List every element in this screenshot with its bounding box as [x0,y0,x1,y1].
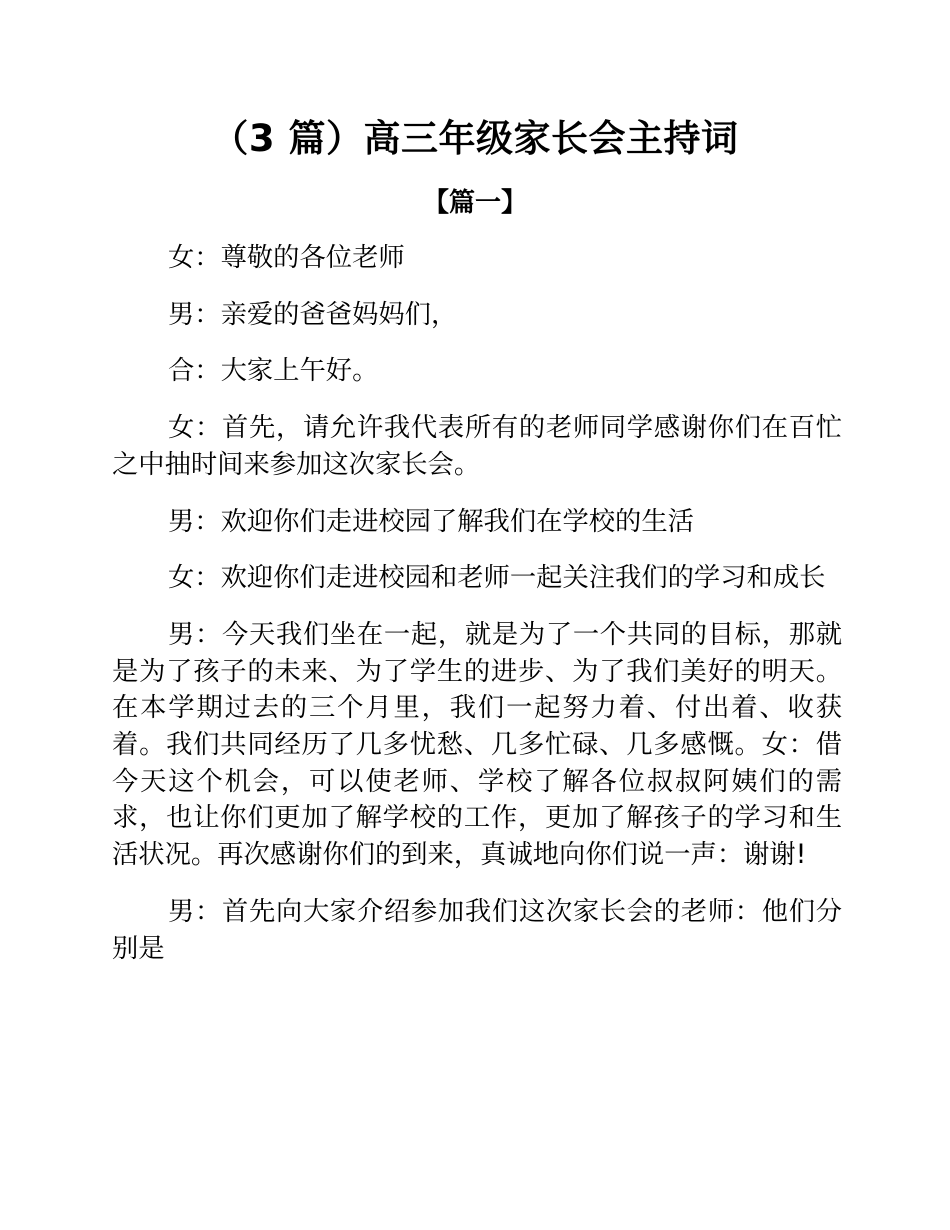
paragraph: 女：首先，请允许我代表所有的老师同学感谢你们在百忙之中抽时间来参加这次家长会。 [112,413,842,480]
paragraph: 女：欢迎你们走进校园和老师一起关注我们的学习和成长 [168,563,826,594]
paragraph: 男：欢迎你们走进校园了解我们在学校的生活 [168,506,694,537]
paragraph: 男：首先向大家介绍参加我们这次家长会的老师：他们分别是 [112,896,842,964]
paragraph: 男：亲爱的爸爸妈妈们， [168,299,458,330]
paragraph: 男：今天我们坐在一起，就是为了一个共同的目标，那就是为了孩子的未来、为了学生的进步、为了我们美好的明天。在本学期过去的三个月里，我们一起努力着、付出着、收获着。我们共同经历了几多忧愁、几多忙碌、几多感慨。女：借今天这个机会，可以使老师、学校了解各位叔叔阿姨们的需求，也让你们更加了解学校的工作，更加了解孩子的学习和生活状况。再次感谢你们的到来，真诚地向你们说一声：谢谢! [112,619,842,871]
document-body [112,240,842,987]
paragraph: 女：尊敬的各位老师 [168,243,405,273]
document-title: （3 篇）高三年级家长会主持词 [211,117,739,160]
paragraph: 合：大家上午好。 [168,356,379,387]
section-heading: 【篇一】 [422,188,527,218]
